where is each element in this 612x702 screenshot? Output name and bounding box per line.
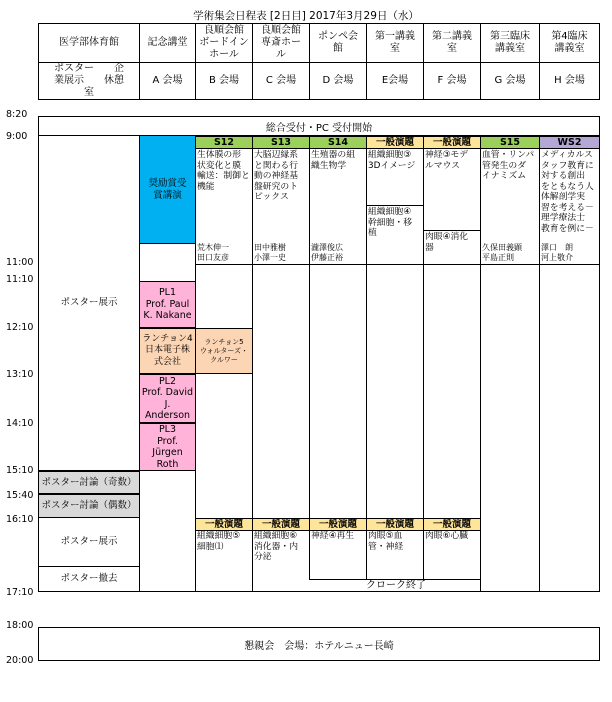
time-label: 18:00 [6, 620, 34, 631]
header-room-h: H 会場 [539, 62, 600, 100]
session-tag-c: S13 [252, 136, 310, 149]
award-lecture: 奨励賞受 賞講演 [139, 135, 196, 244]
time-label: 11:10 [6, 274, 34, 285]
session-tag-f: 一般演題 [423, 136, 481, 149]
session-chairs-g: 久保田義顕 平島正則 [482, 243, 522, 262]
pm-session-title-f: 肉眼⑥心臓 [425, 531, 469, 541]
page-title: 学術集会日程表 [2日目] 2017年3月29日（水） [193, 10, 419, 22]
pm-session-tag-c: 一般演題 [252, 518, 310, 531]
time-label: 12:10 [6, 322, 34, 333]
banquet: 懇親会 会場：ホテルニュー長崎 [38, 627, 600, 661]
cloak-end: クローク終了 [366, 580, 426, 591]
header-room-g: G 会場 [480, 62, 540, 100]
header-room-e: E会場 [366, 62, 424, 100]
header-room-b: B 会場 [195, 62, 253, 100]
header-venue-b: 良順会館 ボードイン ホール [195, 23, 253, 63]
time-label: 13:10 [6, 369, 34, 380]
time-label: 8:20 [6, 109, 28, 120]
poster-removal: ポスター撤去 [60, 573, 118, 585]
plenary-pl3: PL3 Prof. Jürgen Roth [139, 423, 196, 471]
poster-discussion-even: ポスター討論（偶数） [38, 494, 140, 518]
session-tag-e: 一般演題 [366, 136, 424, 149]
time-label: 9:00 [6, 131, 28, 142]
poster-exhibit-afternoon: ポスター展示 [60, 536, 118, 548]
pm-session-title-c: 組織細胞⑥ 消化器・内 分泌 [254, 531, 298, 562]
session-chairs-c: 田中雅樹 小澤一史 [254, 243, 286, 262]
time-label: 11:00 [6, 257, 34, 268]
header-venue-h: 第4臨床 講義室 [539, 23, 600, 63]
header-venue-kinen: 記念講堂 [139, 23, 196, 63]
session-title-b: 生体膜の形 状変化と膜 輸送：制御と 機能 [197, 150, 250, 192]
session-chairs-b: 荒木伸一 田口友彦 [197, 243, 229, 262]
header-room-f: F 会場 [423, 62, 481, 100]
header-room-a: A 会場 [139, 62, 196, 100]
general-reception: 総合受付・PC 受付開始 [38, 116, 600, 136]
header-venue-g: 第三臨床 講義室 [480, 23, 540, 63]
luncheon-5: ランチョン5 ウォルターズ・ クルワー [195, 328, 253, 374]
time-label: 16:10 [6, 514, 34, 525]
pm-session-tag-b: 一般演題 [195, 518, 253, 531]
pm-session-tag-e: 一般演題 [366, 518, 424, 531]
session-tag-d: S14 [309, 136, 367, 149]
header-room-d: D 会場 [309, 62, 367, 100]
session-title-h: メディカルス タッフ教育に 対する創出 をともなう人 体解剖学実 習を考える－ 理学療法士 教育を例に－ [541, 150, 594, 234]
session-title-g: 血管・リンパ 管発生のダ イナミズム [482, 150, 535, 181]
time-label: 14:10 [6, 418, 34, 429]
luncheon-4: ランチョン4 日本電子株 式会社 [139, 328, 196, 374]
session-chairs-h: 澤口 朗 河上敬介 [541, 243, 573, 262]
session-title-c: 大脳辺縁系 と関わる行 動の神経基 盤研究のト ピックス [254, 150, 298, 202]
header-venue-c: 良順会館 専斎ホー ル [252, 23, 310, 63]
time-label: 15:10 [6, 465, 34, 476]
pm-session-tag-d: 一般演題 [309, 518, 367, 531]
time-label: 17:10 [6, 587, 34, 598]
header-venue-e: 第一講義 室 [366, 23, 424, 63]
session-tag-g: S15 [480, 136, 540, 149]
session-tag-b: S12 [195, 136, 253, 149]
session-tag-h: WS2 [539, 136, 600, 149]
header-venue-gym: 医学部体育館 [38, 23, 140, 63]
header-venue-d: ポンペ会 館 [309, 23, 367, 63]
header-venue-f: 第二講義 室 [423, 23, 481, 63]
poster-exhibit: ポスター展示 [60, 296, 118, 308]
session-title-f2: 肉眼④消化 器 [425, 232, 469, 253]
time-label: 20:00 [6, 655, 34, 666]
time-label: 15:40 [6, 490, 34, 501]
session-title-e2: 組織細胞④ 幹細胞・移 植 [368, 207, 412, 238]
pm-session-tag-f: 一般演題 [423, 518, 481, 531]
session-title-d: 生殖器の組 織生物学 [311, 150, 355, 171]
session-chairs-d: 瀧澤俊広 伊藤正裕 [311, 243, 343, 262]
session-title-e: 組織細胞③ 3Dイメージ [368, 150, 416, 171]
header-room-c: C 会場 [252, 62, 310, 100]
session-title-f: 神経③モデ ルマウス [425, 150, 469, 171]
plenary-pl1: PL1 Prof. Paul K. Nakane [139, 281, 196, 328]
pm-session-title-d: 神経④再生 [311, 531, 355, 541]
pm-session-title-e: 肉眼⑤血 管・神経 [368, 531, 404, 552]
header-room-poster: ポスター 企 業展示 休憩 室 [38, 62, 140, 100]
poster-discussion-odd: ポスター討論（奇数） [38, 471, 140, 494]
pm-session-title-b: 組織細胞⑤ 細胞⑴ [197, 531, 241, 552]
plenary-pl2: PL2 Prof. David J. Anderson [139, 374, 196, 423]
